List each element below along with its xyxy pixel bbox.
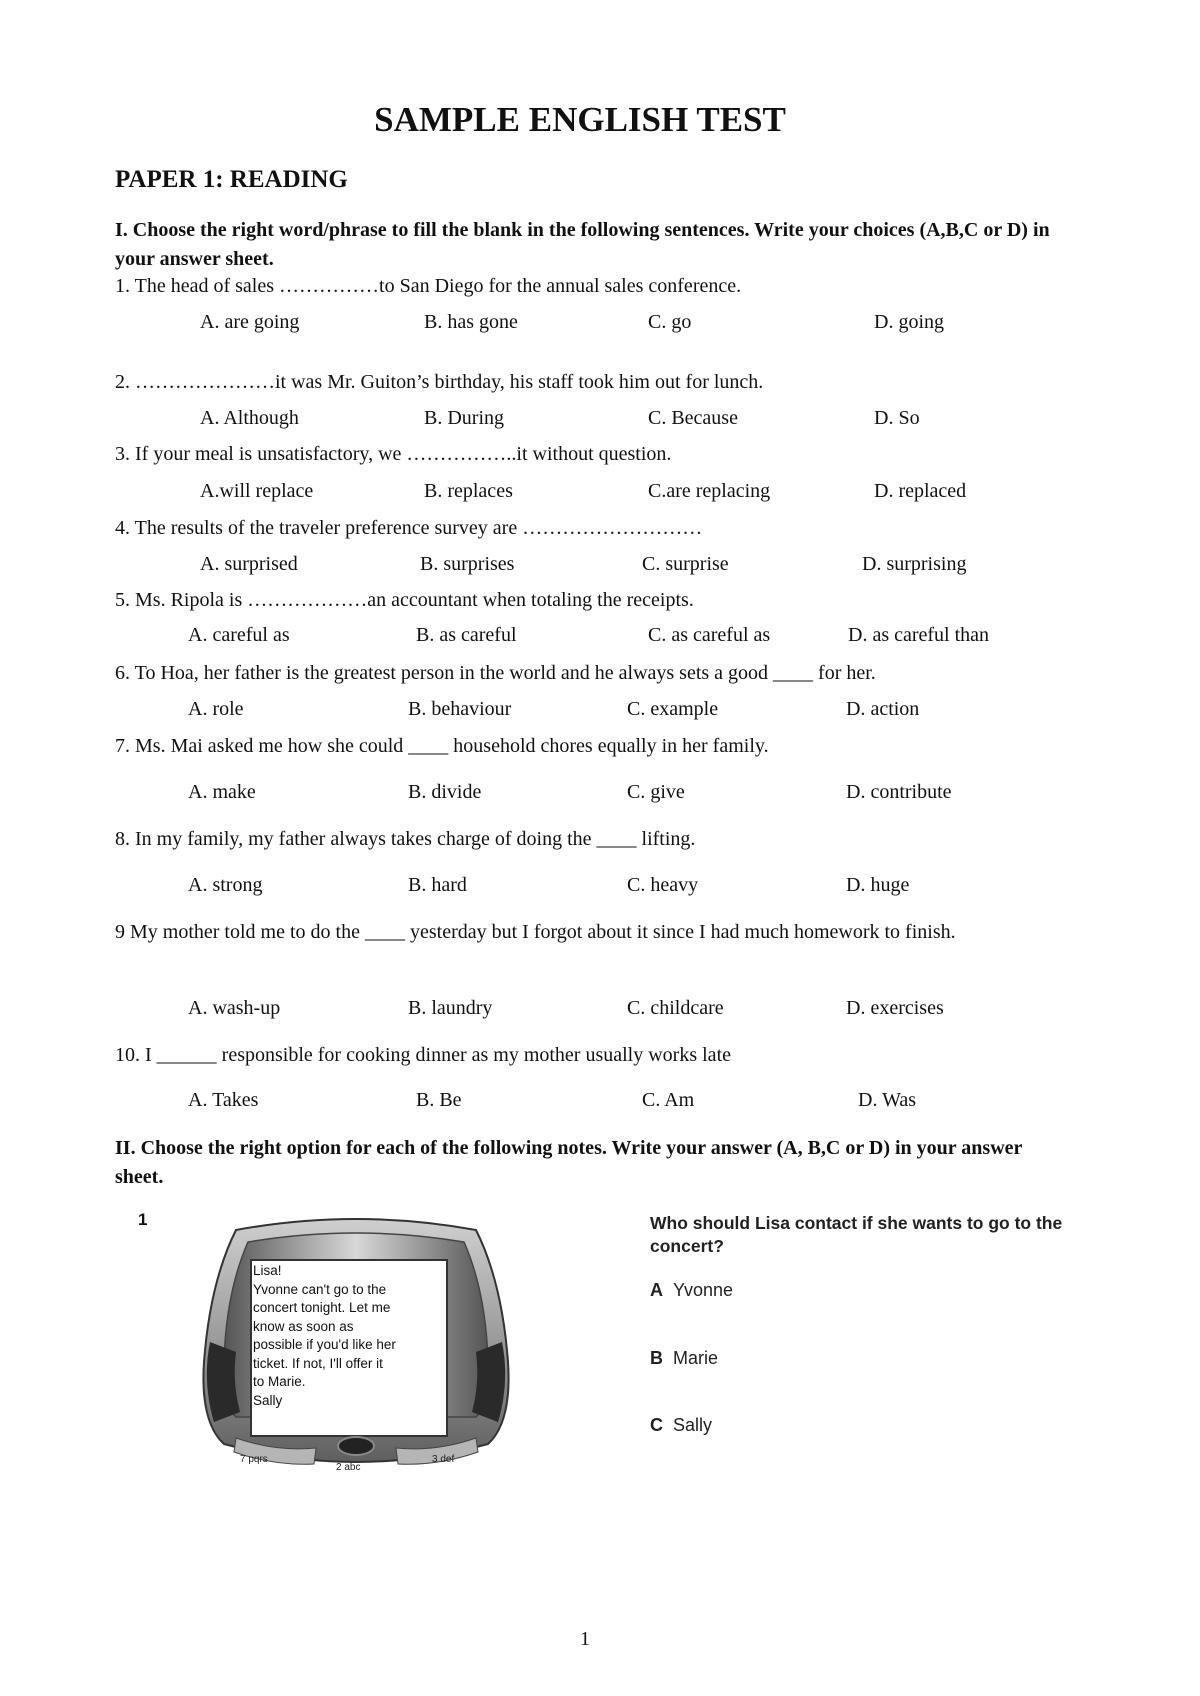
sms-message xyxy=(253,1262,441,1430)
sms-line: ticket. If not, I'll offer it xyxy=(253,1355,383,1371)
q3-option-c: C.are replacing xyxy=(648,480,771,502)
q8-option-c: C. heavy xyxy=(627,874,699,896)
q7-option-c: C. give xyxy=(627,781,685,803)
test-title: SAMPLE ENGLISH TEST xyxy=(374,100,786,139)
note-option-text: Sally xyxy=(673,1415,713,1435)
q2-option-d: D. So xyxy=(874,407,920,429)
q10-option-b: B. Be xyxy=(416,1089,462,1111)
q6-option-c: C. example xyxy=(627,698,719,720)
question-3: 3. If your meal is unsatisfactory, we ……………..it without question. xyxy=(115,443,672,465)
q4-option-a: A. surprised xyxy=(200,553,298,575)
q8-option-a: A. strong xyxy=(188,874,263,896)
q9-option-b: B. laundry xyxy=(408,997,493,1019)
note-question: Who should Lisa contact if she wants to go to the concert? xyxy=(650,1213,1063,1256)
q7-option-b: B. divide xyxy=(408,781,482,803)
q5-option-a: A. careful as xyxy=(188,624,290,646)
question-7: 7. Ms. Mai asked me how she could ____ household chores equally in her family. xyxy=(115,735,769,757)
sms-line: Sally xyxy=(253,1392,283,1408)
q3-option-b: B. replaces xyxy=(424,480,513,502)
question-8: 8. In my family, my father always takes charge of doing the ____ lifting. xyxy=(115,828,696,850)
sms-line: Lisa! xyxy=(253,1263,282,1278)
q7-option-d: D. contribute xyxy=(846,781,952,803)
question-4: 4. The results of the traveler preference survey are ……………………… xyxy=(115,517,703,539)
q1-option-c: C. go xyxy=(648,311,692,333)
q9-option-d: D. exercises xyxy=(846,997,944,1019)
note-number: 1 xyxy=(138,1210,148,1229)
note-option-a xyxy=(650,1280,733,1301)
q8-option-d: D. huge xyxy=(846,874,910,896)
phone-key-7: 7 pqrs xyxy=(240,1454,268,1465)
q1-option-b: B. has gone xyxy=(424,311,518,333)
q9-option-a: A. wash-up xyxy=(188,997,281,1019)
q1-option-a: A. are going xyxy=(200,311,300,333)
sms-line: possible if you'd like her xyxy=(253,1337,396,1352)
q10-option-a: A. Takes xyxy=(188,1089,259,1111)
q5-option-b: B. as careful xyxy=(416,624,517,646)
question-10: 10. I ______ responsible for cooking dinner as my mother usually works late xyxy=(115,1044,731,1066)
phone-key-2: 2 abc xyxy=(336,1462,361,1472)
note-option-letter: C xyxy=(650,1415,663,1435)
note-option-c xyxy=(650,1415,712,1436)
note-option-text: Marie xyxy=(673,1348,719,1368)
section-1-instruction: I. Choose the right word/phrase to fill the blank in the following sentences. Write your choices (A,B,C or D) in your answer sheet. xyxy=(115,219,1050,270)
q5-option-d: D. as careful than xyxy=(848,624,990,646)
q2-option-c: C. Because xyxy=(648,407,738,429)
q3-option-d: D. replaced xyxy=(874,480,967,502)
q6-option-a: A. role xyxy=(188,698,244,720)
q7-option-a: A. make xyxy=(188,781,256,803)
q4-option-b: B. surprises xyxy=(420,553,515,575)
note-option-letter: B xyxy=(650,1348,663,1368)
q4-option-c: C. surprise xyxy=(642,553,729,575)
note-option-b xyxy=(650,1348,718,1369)
question-1: 1. The head of sales ……………to San Diego for the annual sales conference. xyxy=(115,275,742,297)
q6-option-d: D. action xyxy=(846,698,920,720)
q1-option-d: D. going xyxy=(874,311,944,333)
question-5: 5. Ms. Ripola is ………………an accountant when totaling the receipts. xyxy=(115,589,694,611)
q8-option-b: B. hard xyxy=(408,874,467,896)
question-2: 2. …………………it was Mr. Guiton’s birthday, his staff took him out for lunch. xyxy=(115,371,764,393)
sms-line: know as soon as xyxy=(253,1318,354,1334)
q4-option-d: D. surprising xyxy=(862,553,967,575)
q5-option-c: C. as careful as xyxy=(648,624,771,646)
paper-heading: PAPER 1: READING xyxy=(115,166,348,193)
q10-option-d: D. Was xyxy=(858,1089,917,1111)
section-2-instruction: II. Choose the right option for each of the following notes. Write your answer (A, B,C or D) in your answer sheet. xyxy=(115,1137,1023,1188)
page-number: 1 xyxy=(580,1628,590,1650)
q10-option-c: C. Am xyxy=(642,1089,695,1111)
question-6: 6. To Hoa, her father is the greatest person in the world and he always sets a good ____ for her. xyxy=(115,662,876,684)
question-9: 9 My mother told me to do the ____ yesterday but I forgot about it since I had much homework to finish. xyxy=(115,921,956,943)
q6-option-b: B. behaviour xyxy=(408,698,512,720)
q9-option-c: C. childcare xyxy=(627,997,724,1019)
note-option-letter: A xyxy=(650,1280,663,1300)
sms-line: concert tonight. Let me xyxy=(253,1300,391,1315)
q2-option-b: B. During xyxy=(424,407,504,429)
note-option-text: Yvonne xyxy=(673,1280,734,1300)
sms-line: Yvonne can't go to the xyxy=(253,1281,387,1297)
q3-option-a: A.will replace xyxy=(200,480,314,502)
phone-key-3: 3 def xyxy=(432,1454,455,1465)
sms-line: to Marie. xyxy=(253,1374,306,1389)
q2-option-a: A. Although xyxy=(200,407,299,429)
